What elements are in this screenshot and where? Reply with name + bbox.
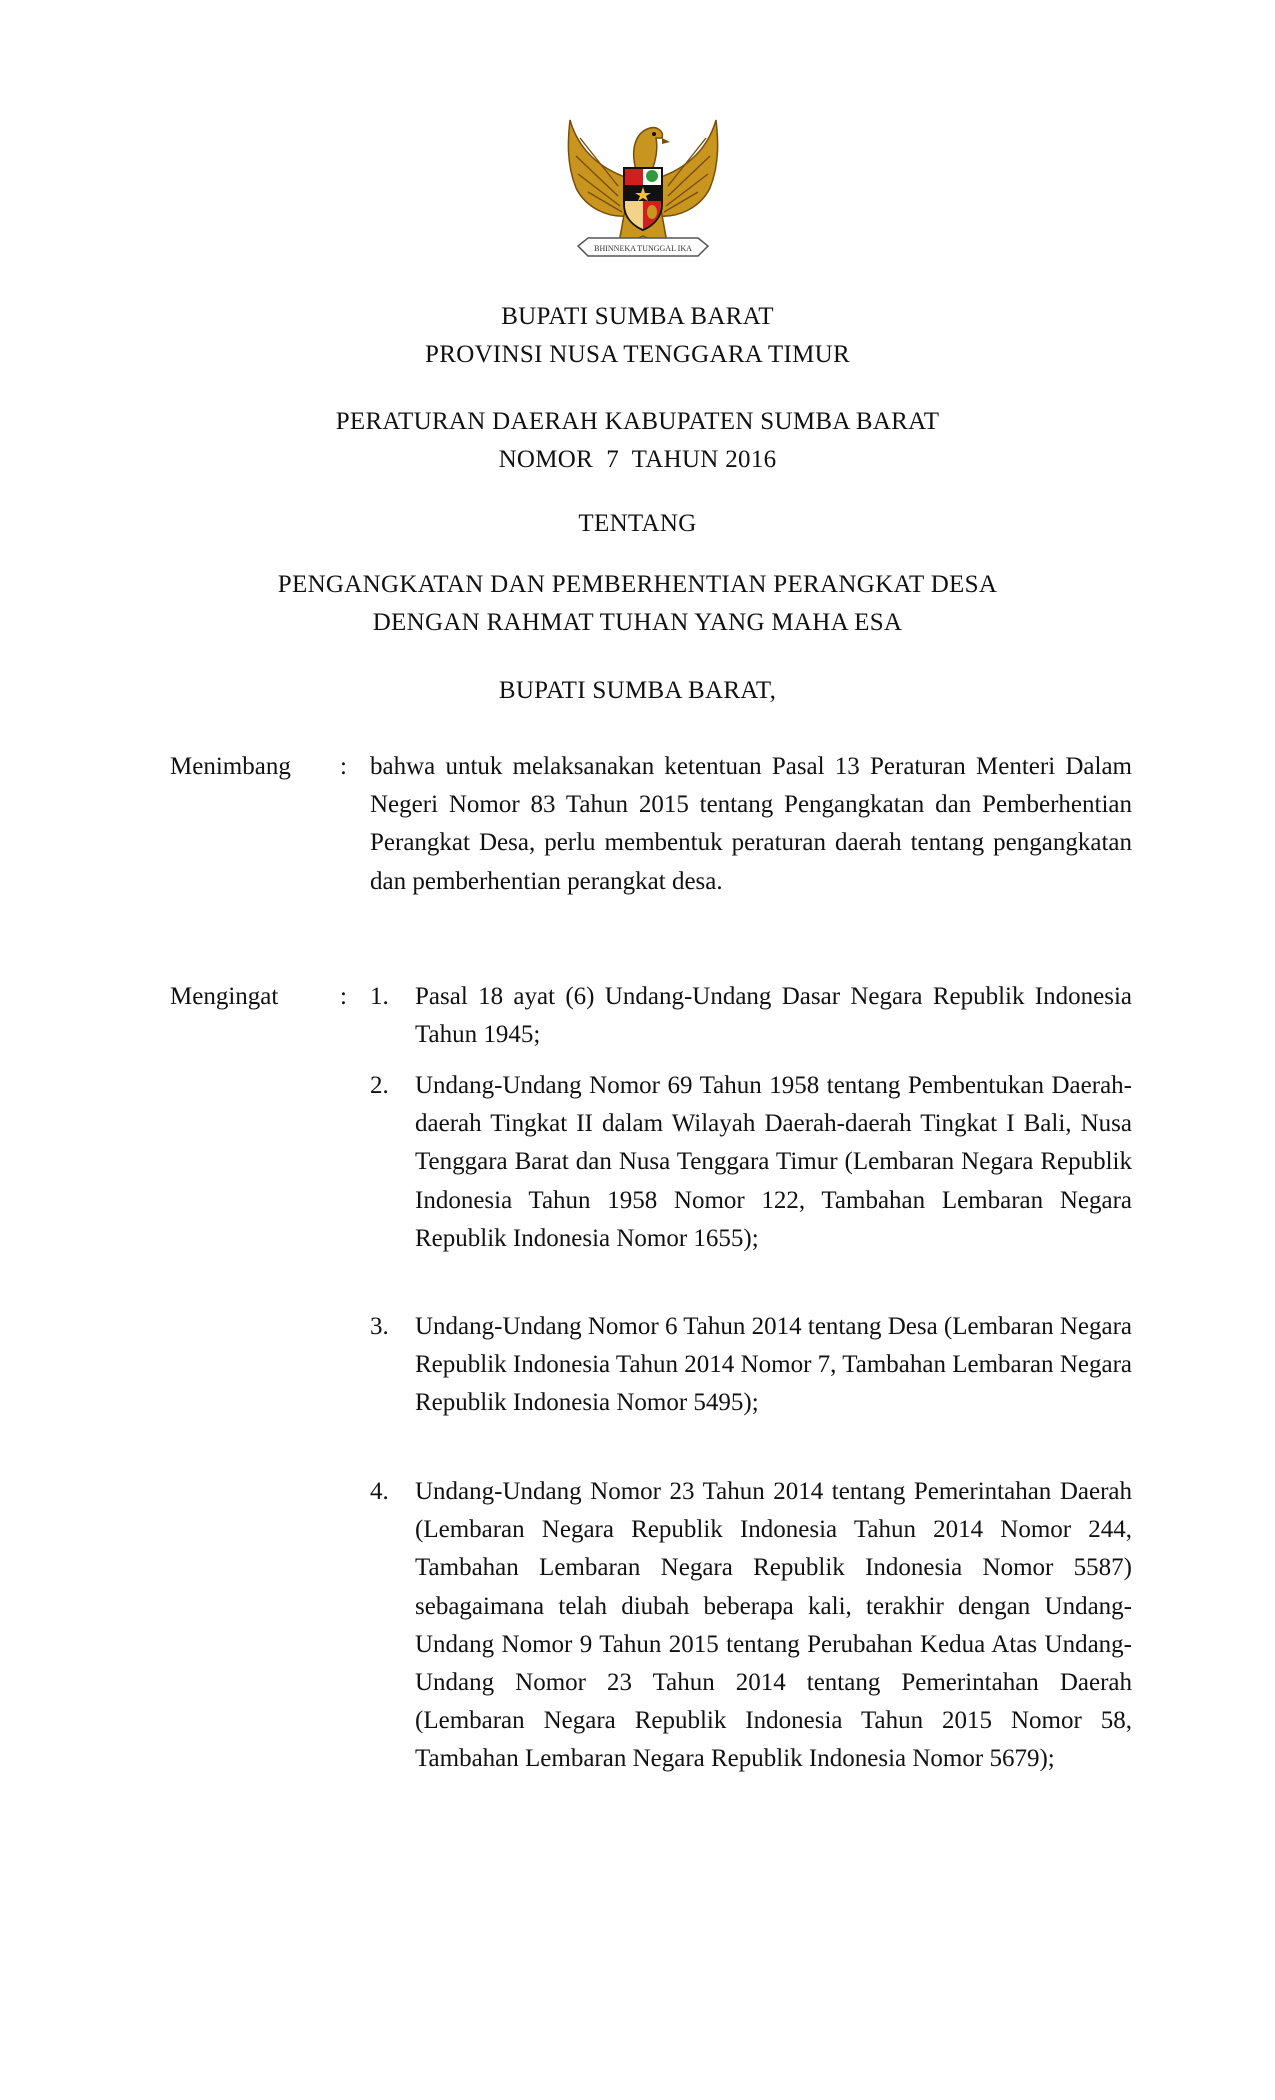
item-number: 1. <box>370 983 389 1010</box>
item-text: Undang-Undang Nomor 23 Tahun 2014 tentang Pemerintahan Daerah (Lembaran Negara Republik Indonesia Tahun 2014 Nomor 244, Tambahan Lembaran Negara Republik Indonesia Nomor 5587) sebagaimana telah diubah beberapa kali, terakhir dengan Undang-Undang Nomor 9 Tahun 2015 tentang Perubahan Kedua Atas Undang-Undang Nomor 23 Tahun 2014 tentang Pemerintahan Daerah (Lembaran Negara Republik Indonesia Tahun 2015 Nomor 58, Tambahan Lembaran Negara Republik Indonesia Nomor 5679); <box>415 1478 1132 1773</box>
regulation-type: PERATURAN DAERAH KABUPATEN SUMBA BARAT <box>335 408 940 435</box>
menimbang-label: Menimbang <box>170 753 291 780</box>
mengingat-item <box>370 978 1132 1054</box>
item-number: 2. <box>370 1072 389 1099</box>
item-text: Undang-Undang Nomor 69 Tahun 1958 tentang Pembentukan Daerah-daerah Tingkat II dalam Wilayah Daerah-daerah Tingkat I Bali, Nusa Tenggara Barat dan Nusa Tenggara Timur (Lembaran Negara Republik Indonesia Tahun 1958 Nomor 122, Tambahan Lembaran Negara Republik Indonesia Nomor 1655); <box>415 1072 1132 1252</box>
province-title: PROVINSI NUSA TENGGARA TIMUR <box>425 341 850 368</box>
about-label: TENTANG <box>578 510 697 537</box>
mengingat-label: Mengingat <box>170 983 279 1010</box>
emblem-graphic <box>558 108 728 268</box>
mengingat-item <box>370 1067 1132 1258</box>
mengingat-colon: : <box>340 983 347 1010</box>
garuda-pancasila-emblem <box>558 108 728 268</box>
mengingat-item <box>370 1308 1132 1423</box>
regulation-number: NOMOR 7 TAHUN 2016 <box>498 446 777 473</box>
menimbang-colon: : <box>340 753 347 780</box>
regulation-subject: PENGANGKATAN DAN PEMBERHENTIAN PERANGKAT DESA <box>277 571 998 598</box>
signatory-heading: BUPATI SUMBA BARAT, <box>498 677 777 704</box>
item-text: Undang-Undang Nomor 6 Tahun 2014 tentang Desa (Lembaran Negara Republik Indonesia Tahun 2014 Nomor 7, Tambahan Lembaran Negara Republik Indonesia Nomor 5495); <box>415 1313 1133 1417</box>
invocation: DENGAN RAHMAT TUHAN YANG MAHA ESA <box>372 609 903 636</box>
item-number: 4. <box>370 1478 389 1505</box>
menimbang-text: bahwa untuk melaksanakan ketentuan Pasal 13 Peraturan Menteri Dalam Negeri Nomor 83 Tahun 2015 tentang Pengangkatan dan Pemberhentian Perangkat Desa, perlu membentuk peraturan daerah tentang pengangkatan dan pemberhentian perangkat desa. <box>370 753 1132 895</box>
mengingat-item <box>370 1473 1132 1779</box>
item-number: 3. <box>370 1313 389 1340</box>
item-text: Pasal 18 ayat (6) Undang-Undang Dasar Negara Republik Indonesia Tahun 1945; <box>415 983 1132 1049</box>
authority-title: BUPATI SUMBA BARAT <box>501 303 774 330</box>
emblem-motto: BHINNEKA TUNGGAL IKA <box>594 244 692 253</box>
